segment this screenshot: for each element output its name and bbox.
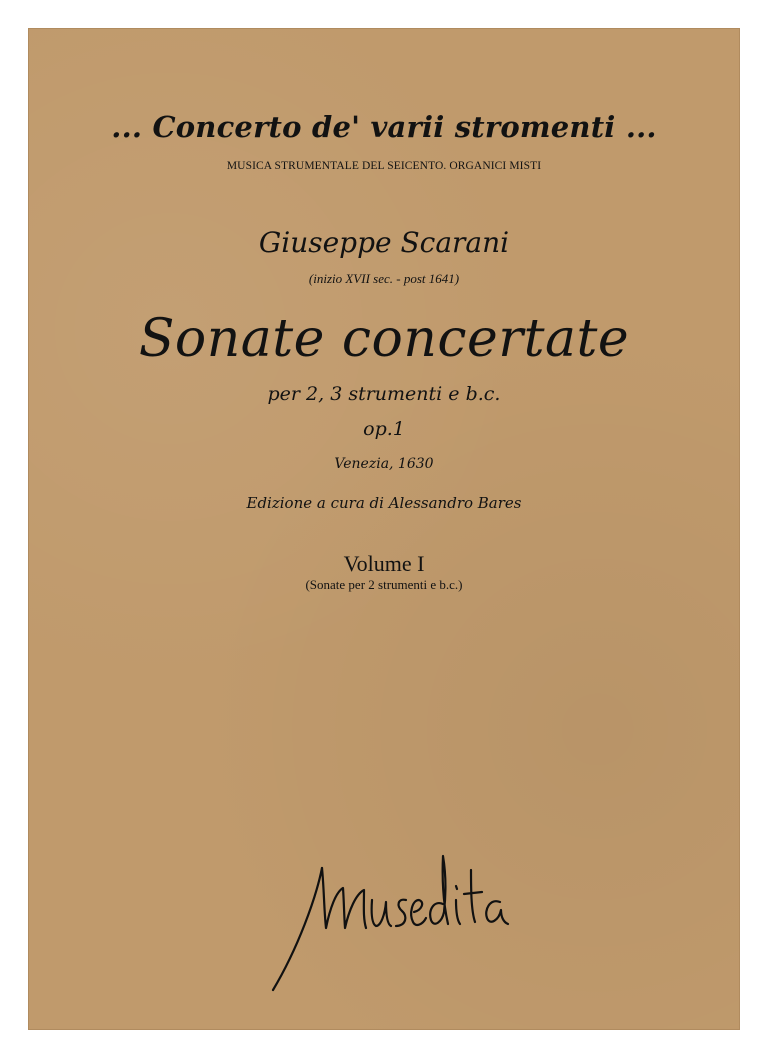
- composer-dates: (inizio XVII sec. - post 1641): [308, 271, 460, 286]
- series-title: ... Concerto de' varii stromenti ...: [111, 110, 657, 144]
- editor-credit: Edizione a cura di Alessandro Bares: [246, 494, 522, 512]
- composer-name: Giuseppe Scarani: [258, 226, 510, 259]
- instrumentation: per 2, 3 strumenti e b.c.: [267, 383, 501, 405]
- volume-contents: (Sonate per 2 strumenti e b.c.): [305, 577, 463, 592]
- work-title: Sonate concertate: [138, 309, 630, 369]
- publication-place-date: Venezia, 1630: [334, 456, 434, 472]
- volume-label: Volume I: [343, 551, 425, 576]
- series-subtitle: MUSICA STRUMENTALE DEL SEICENTO. ORGANICI MISTI: [226, 160, 542, 172]
- score-cover: [28, 28, 740, 1030]
- musedita-logo: [268, 818, 518, 998]
- opus-number: op.1: [363, 418, 405, 440]
